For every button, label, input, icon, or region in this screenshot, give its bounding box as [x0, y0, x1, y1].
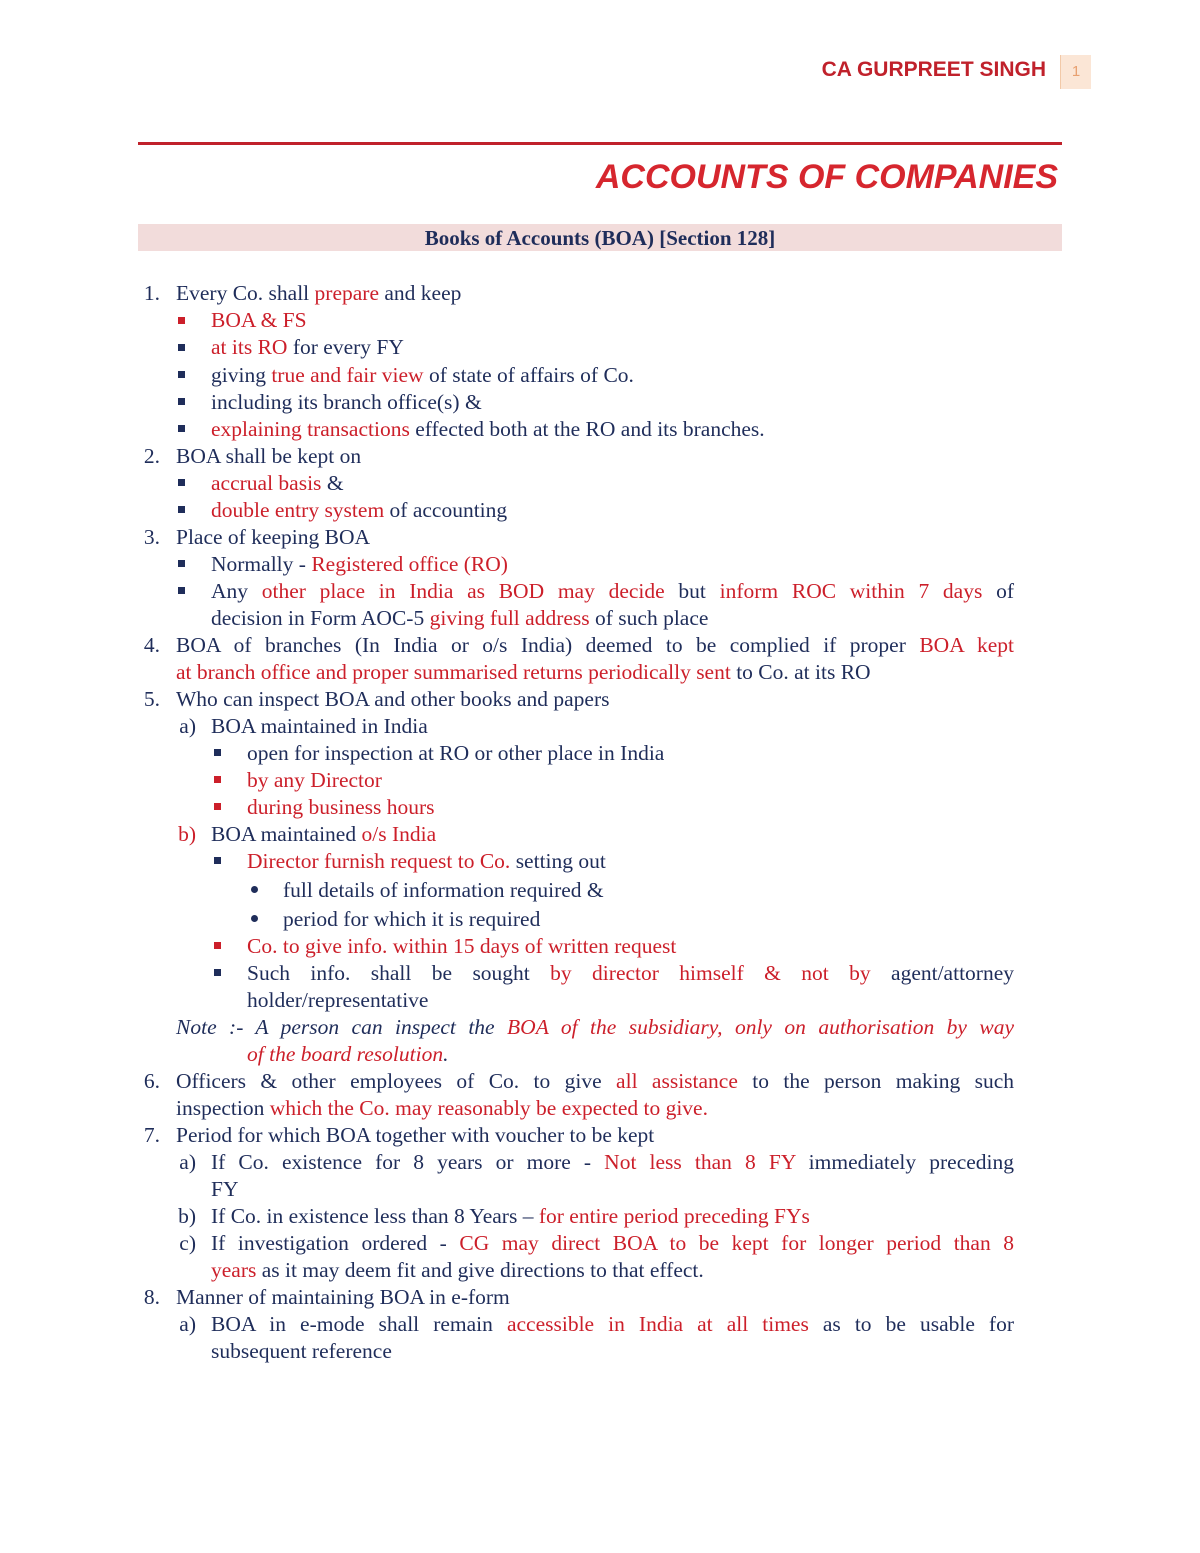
list-item: BOA of branches (In India or o/s India) deemed to be complied if proper BOA kept — [176, 633, 1014, 657]
list-item: Director furnish request to Co. setting out — [247, 849, 606, 873]
list-item-continuation: at branch office and proper summarised returns periodically sent to Co. at its RO — [176, 660, 871, 684]
square-bullet-icon — [214, 803, 221, 810]
list-number: 2. — [143, 444, 160, 468]
header-divider — [138, 142, 1062, 145]
list-item: BOA in e-mode shall remain accessible in India at all times as to be usable for — [211, 1312, 1014, 1336]
list-letter: c) — [179, 1231, 196, 1255]
list-item: Who can inspect BOA and other books and papers — [176, 687, 610, 711]
square-bullet-icon — [178, 371, 185, 378]
list-item: giving true and fair view of state of affairs of Co. — [211, 363, 634, 387]
list-item: Co. to give info. within 15 days of written request — [247, 934, 677, 958]
list-letter: b) — [178, 822, 196, 846]
list-number: 1. — [143, 281, 160, 305]
list-number: 7. — [143, 1123, 160, 1147]
square-bullet-icon — [214, 969, 221, 976]
list-item: Officers & other employees of Co. to give all assistance to the person making such — [176, 1069, 1014, 1093]
page-number: 1 — [1071, 63, 1081, 80]
section-heading: Books of Accounts (BOA) [Section 128] — [424, 226, 776, 250]
page-number-box — [1060, 55, 1091, 89]
square-bullet-icon — [178, 506, 185, 513]
square-bullet-icon — [214, 749, 221, 756]
list-item: Normally - Registered office (RO) — [211, 552, 508, 576]
square-bullet-icon — [178, 317, 185, 324]
round-bullet-icon — [251, 886, 258, 893]
list-number: 5. — [143, 687, 160, 711]
list-item: period for which it is required — [283, 907, 541, 931]
list-item: Manner of maintaining BOA in e-form — [176, 1285, 510, 1309]
list-item: BOA maintained o/s India — [211, 822, 437, 846]
list-item-continuation: years as it may deem fit and give directions to that effect. — [211, 1258, 704, 1282]
list-item: open for inspection at RO or other place in India — [247, 741, 665, 765]
section-heading-band — [138, 224, 1062, 251]
list-letter: a) — [179, 714, 196, 738]
list-item: Period for which BOA together with voucher to be kept — [176, 1123, 655, 1147]
list-item: Such info. shall be sought by director himself & not by agent/attorney — [247, 961, 1014, 985]
list-letter: b) — [178, 1204, 196, 1228]
list-item: double entry system of accounting — [211, 498, 508, 522]
square-bullet-icon — [178, 398, 185, 405]
list-item: during business hours — [247, 795, 435, 819]
list-item: If Co. in existence less than 8 Years – for entire period preceding FYs — [211, 1204, 810, 1228]
list-letter: a) — [179, 1150, 196, 1174]
list-item: full details of information required & — [283, 878, 604, 902]
list-item-continuation: FY — [211, 1177, 239, 1201]
list-item: Every Co. shall prepare and keep — [176, 281, 462, 305]
note: Note :- A person can inspect the BOA of the subsidiary, only on authorisation by way — [176, 1015, 1014, 1039]
square-bullet-icon — [178, 560, 185, 567]
list-item: Any other place in India as BOD may decide but inform ROC within 7 days of — [211, 579, 1014, 603]
list-item: explaining transactions effected both at the RO and its branches. — [211, 417, 765, 441]
list-item: Place of keeping BOA — [176, 525, 371, 549]
list-item: by any Director — [247, 768, 382, 792]
list-number: 4. — [143, 633, 160, 657]
square-bullet-icon — [214, 857, 221, 864]
list-item: If investigation ordered - CG may direct BOA to be kept for longer period than 8 — [211, 1231, 1015, 1255]
list-item: If Co. existence for 8 years or more - Not less than 8 FY immediately preceding — [211, 1150, 1015, 1174]
square-bullet-icon — [178, 587, 185, 594]
round-bullet-icon — [251, 915, 258, 922]
list-item: BOA & FS — [211, 308, 307, 332]
square-bullet-icon — [178, 479, 185, 486]
note-continuation: of the board resolution. — [247, 1042, 449, 1066]
list-letter: a) — [179, 1312, 196, 1336]
square-bullet-icon — [178, 344, 185, 351]
list-item-continuation: subsequent reference — [211, 1339, 392, 1363]
document-title: ACCOUNTS OF COMPANIES — [595, 158, 1058, 196]
list-item-continuation: holder/representative — [247, 988, 429, 1012]
list-number: 6. — [143, 1069, 160, 1093]
list-item: accrual basis & — [211, 471, 344, 495]
list-item: at its RO for every FY — [211, 335, 404, 359]
square-bullet-icon — [214, 942, 221, 949]
list-item-continuation: inspection which the Co. may reasonably be expected to give. — [176, 1096, 708, 1120]
list-item-continuation: decision in Form AOC-5 giving full address of such place — [211, 606, 709, 630]
list-number: 8. — [143, 1285, 160, 1309]
list-item: including its branch office(s) & — [211, 390, 482, 414]
square-bullet-icon — [178, 425, 185, 432]
header-author: CA GURPREET SINGH — [821, 58, 1046, 81]
list-item: BOA maintained in India — [211, 714, 428, 738]
list-number: 3. — [143, 525, 160, 549]
list-item: BOA shall be kept on — [176, 444, 362, 468]
square-bullet-icon — [214, 776, 221, 783]
